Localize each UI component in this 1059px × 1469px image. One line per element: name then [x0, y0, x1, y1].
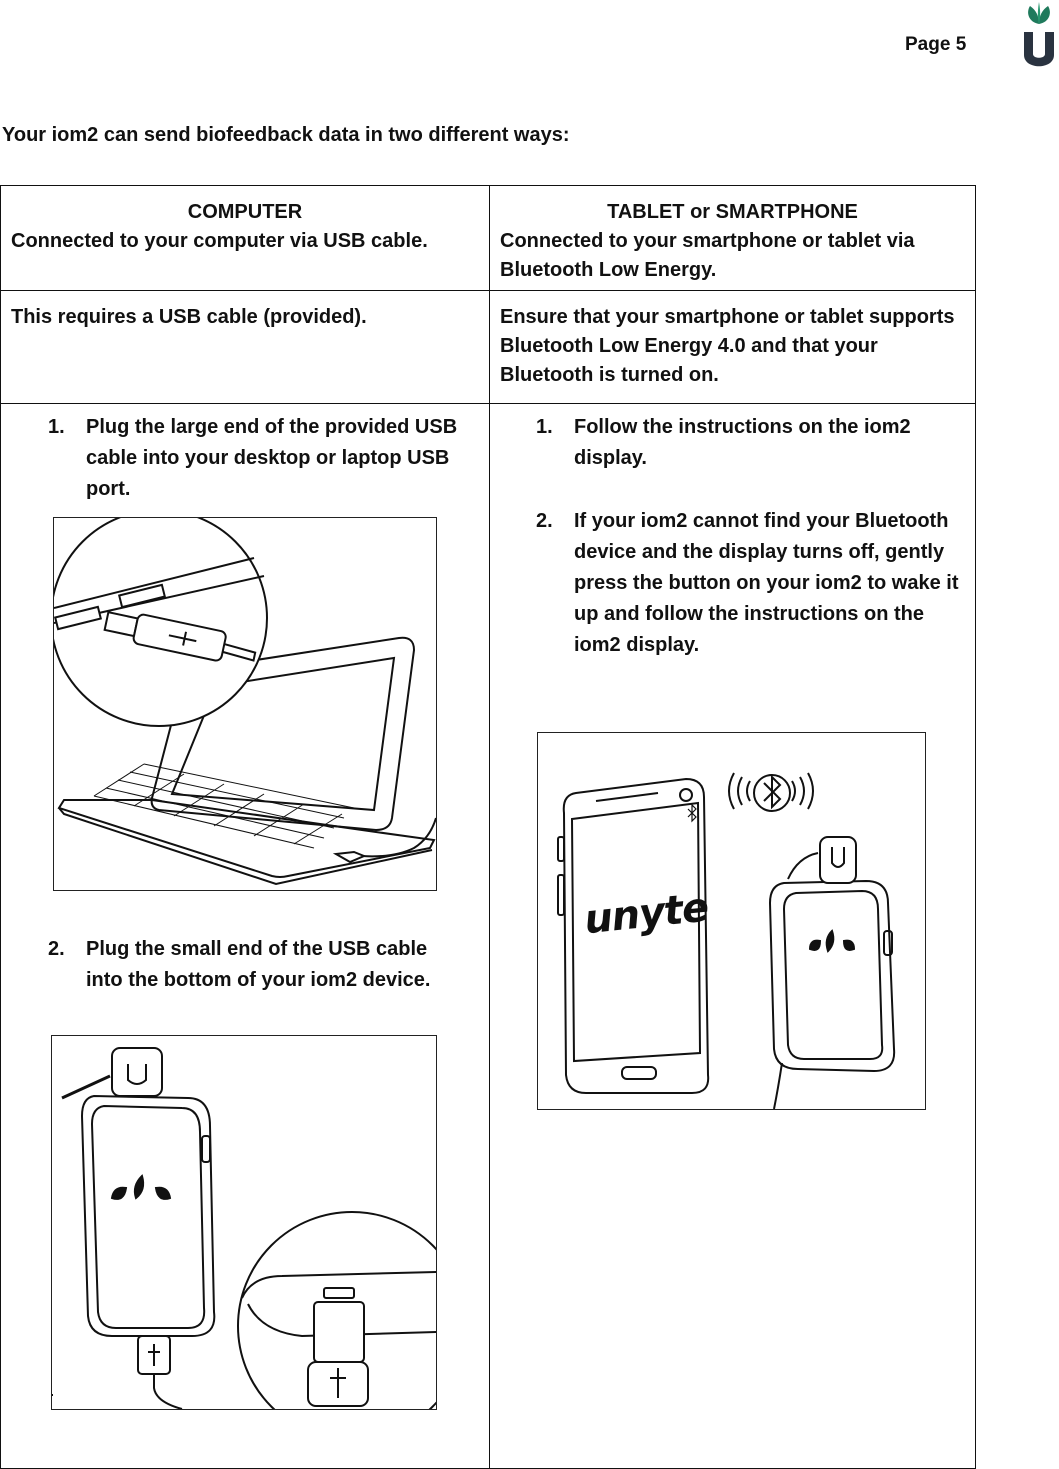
- tablet-header-cell: [490, 186, 976, 291]
- tablet-title: TABLET or SMARTPHONE: [607, 201, 858, 223]
- laptop-usb-illustration: [53, 517, 437, 891]
- computer-title: COMPUTER: [187, 201, 303, 223]
- tablet-subtitle: Connected to your smartphone or tablet via Bluetooth Low Energy.: [500, 230, 915, 281]
- page-number: Page 5: [905, 34, 967, 55]
- step-number: 1.: [48, 416, 65, 438]
- tablet-requirement: Ensure that your smartphone or tablet supports Bluetooth Low Energy 4.0 and that your Bluetooth is turned on.: [500, 306, 955, 386]
- iom2-usb-illustration: [51, 1035, 437, 1410]
- unyte-u-logo-icon: [1018, 2, 1059, 72]
- computer-step-2: [48, 934, 458, 996]
- step-number: 1.: [536, 416, 553, 438]
- step-text: If your iom2 cannot find your Bluetooth device and the display turns off, gently press the button on your iom2 to wake it up and follow the instructions on the iom2 display.: [574, 510, 959, 656]
- step-number: 2.: [48, 938, 65, 960]
- step-number: 2.: [536, 510, 553, 532]
- phone-bluetooth-illustration: [537, 732, 926, 1110]
- step-text: Plug the small end of the USB cable into the bottom of your iom2 device.: [86, 938, 431, 991]
- computer-requirement: This requires a USB cable (provided).: [11, 306, 367, 328]
- computer-subtitle: Connected to your computer via USB cable.: [11, 230, 428, 252]
- step-text: Plug the large end of the provided USB cable into your desktop or laptop USB port.: [86, 416, 458, 500]
- tablet-step-1: [536, 412, 976, 474]
- intro-text: Your iom2 can send biofeedback data in two different ways:: [2, 124, 570, 146]
- computer-requirement-cell: [1, 291, 490, 404]
- tablet-requirement-cell: [490, 291, 976, 404]
- phone-screen-brand: unyte: [581, 884, 711, 944]
- computer-header-cell: [1, 186, 490, 291]
- step-text: Follow the instructions on the iom2 display.: [574, 416, 911, 469]
- tablet-step-2: [536, 506, 976, 661]
- computer-step-1: [48, 412, 458, 505]
